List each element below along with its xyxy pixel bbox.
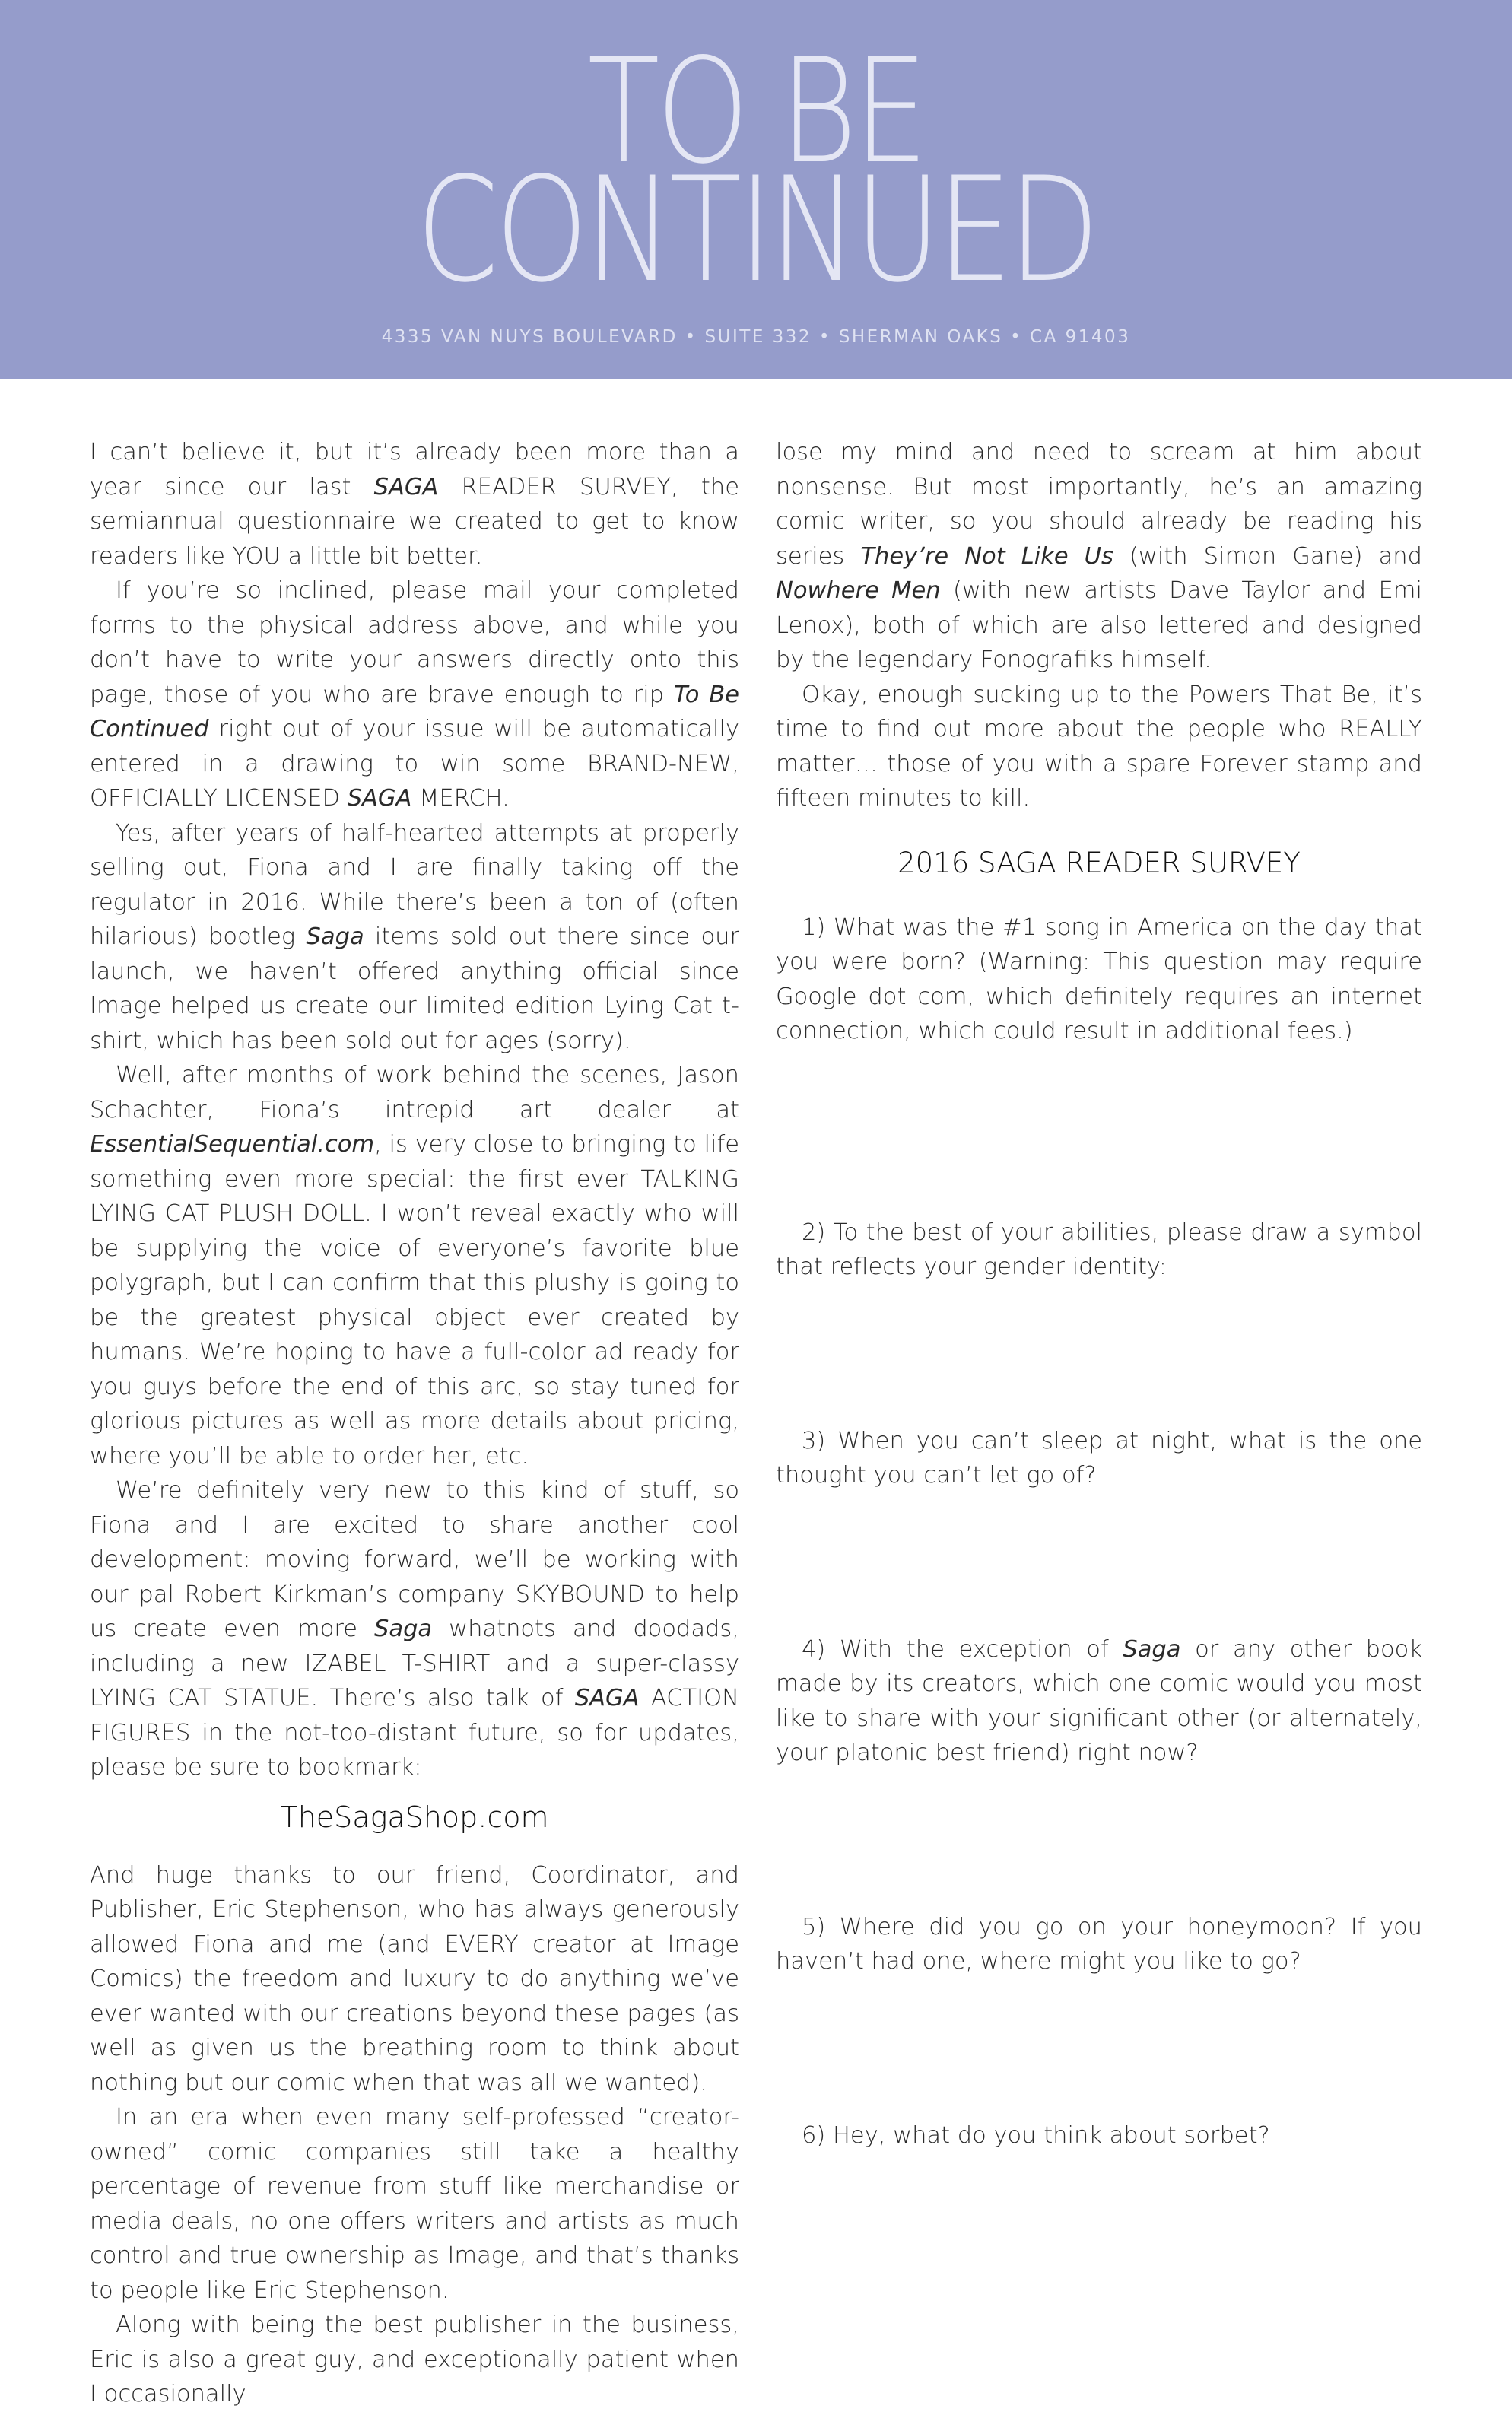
survey-question-6: 6) Hey, what do you think about sorbet? — [802, 2121, 1270, 2149]
survey-question-5: 5) Where did you go on your honeymoon? If you haven’t had one, where might you like to go? — [776, 1913, 1422, 1975]
survey-question-1: 1) What was the #1 song in America on the day that you were born? (Warning: This question may require Google dot com, which definitely requires an internet connection, which could result in additional fees.) — [776, 914, 1422, 1044]
paragraph: In an era when even many self-professed “creator-owned” comic companies still take a healthy percentage of revenue from stuff like merchandise or media deals, no one offers writers and artists as much control and true ownership as Image, and that’s thanks to people like Eric Stephenson. — [90, 2104, 739, 2304]
right-column — [776, 435, 1422, 2153]
header-banner — [0, 0, 1512, 379]
survey-heading: 2016 SAGA READER SURVEY — [897, 846, 1301, 879]
title-line-2: CONTINUED — [416, 146, 1096, 314]
paragraph: We’re definitely very new to this kind of stuff, so Fiona and I are excited to share another cool development: moving forward, we’ll be working with our pal Robert Kirkman’s company SKYBOUND to help us create even more Saga whatnots and doodads, including a new IZABEL T-SHIRT and a super-classy LYING CAT STATUE. There’s also talk of SAGA ACTION FIGURES in the not-too-distant future, so for updates, please be sure to bookmark: — [90, 1477, 739, 1781]
paragraph: lose my mind and need to scream at him about nonsense. But most importantly, he’s an amazing comic writer, so you should already be reading his series They’re Not Like Us (with Simon Gane) and Nowhere Men (with new artists Dave Taylor and Emi Lenox), both of which are also lettered and designed by the legendary Fonografiks himself. — [776, 439, 1422, 673]
page-title — [0, 27, 1512, 314]
survey-question-4: 4) With the exception of Saga or any other book made by its creators, which one comic would you most like to share with your significant other (or alternately, your platonic best friend) right now? — [776, 1635, 1422, 1766]
mailing-address: 4335 VAN NUYS BOULEVARD • SUITE 332 • SHERMAN OAKS • CA 91403 — [381, 327, 1131, 347]
paragraph: Okay, enough sucking up to the Powers That Be, it’s time to find out more about the people who REALLY matter… those of you with a spare Forever stamp and fifteen minutes to kill. — [776, 681, 1422, 812]
survey-question-3: 3) When you can’t sleep at night, what is the one thought you can’t let go of? — [776, 1427, 1422, 1489]
left-column — [90, 435, 739, 2412]
paragraph: And huge thanks to our friend, Coordinator, and Publisher, Eric Stephenson, who has always generously allowed Fiona and me (and EVERY creator at Image Comics) the freedom and luxury to do anything we’ve ever wanted with our creations beyond these pages (as well as given us the breathing room to think about nothing but our comic when that was all we wanted). — [90, 1861, 739, 2096]
paragraph: Along with being the best publisher in the business, Eric is also a great guy, and exceptionally patient when I occasionally — [90, 2312, 739, 2407]
shop-url-heading: TheSagaShop.com — [280, 1800, 549, 1834]
paragraph: Well, after months of work behind the scenes, Jason Schachter, Fiona’s intrepid art dealer at EssentialSequential.com, is very close to bringing to life something even more special: the first ever TALKING LYING CAT PLUSH DOLL. I won’t reveal exactly who will be supplying the voice of everyone’s favorite blue polygraph, but I can confirm that this plushy is going to be the greatest physical object ever created by humans. We’re hoping to have a full-color ad ready for you guys before the end of this arc, so stay tuned for glorious pictures as well as more details about pricing, where you’ll be able to order her, etc. — [90, 1062, 739, 1470]
paragraph: If you’re so inclined, please mail your completed forms to the physical address above, and while you don’t have to write your answers directly onto this page, those of you who are brave enough to rip To Be Continued right out of your issue will be automatically entered in a drawing to win some BRAND-NEW, OFFICIALLY LICENSED SAGA MERCH. — [90, 577, 739, 812]
title-line-1: TO BE — [587, 27, 925, 195]
survey-question-2: 2) To the best of your abilities, please draw a symbol that reflects your gender identity: — [776, 1219, 1422, 1280]
paragraph: I can’t believe it, but it’s already been more than a year since our last SAGA READER SURVEY, the semiannual questionnaire we created to get to know readers like YOU a little bit better. — [90, 439, 739, 570]
paragraph: Yes, after years of half-hearted attempts at properly selling out, Fiona and I are finally taking off the regulator in 2016. While there’s been a ton of (often hilarious) bootleg Saga items sold out there since our launch, we haven’t offered anything official since Image helped us create our limited edition Lying Cat t-shirt, which has been sold out for ages (sorry). — [90, 819, 739, 1054]
